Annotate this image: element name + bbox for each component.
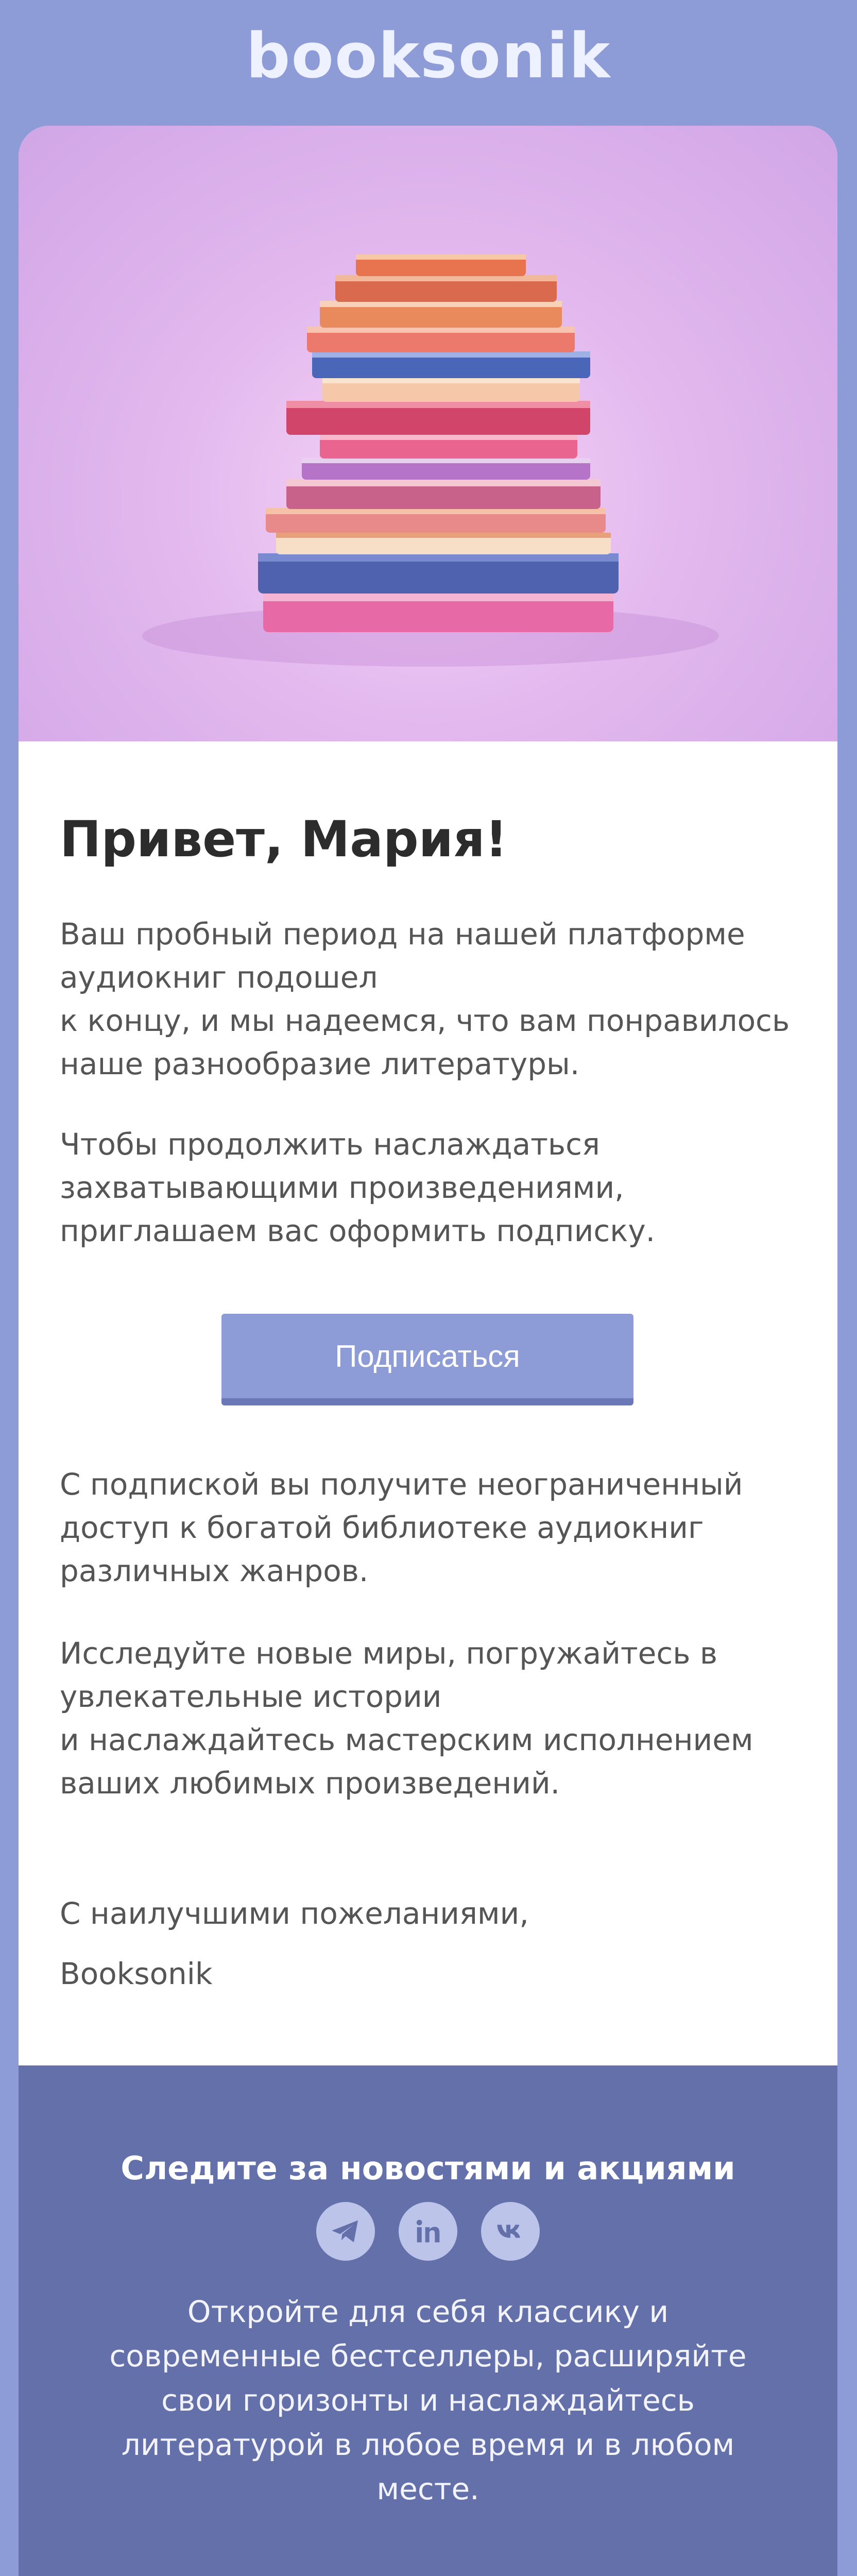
follow-title: Следите за новостями и акциями [121,2149,735,2187]
benefits-paragraph: С подпиской вы получите неограниченный доступ к богатой библиотеке аудиокниг различных жанров. [60,1467,743,1588]
subscribe-button[interactable]: Подписаться [221,1314,633,1405]
vk-icon[interactable] [481,2202,540,2261]
invite-paragraph: Чтобы продолжить наслаждаться захватывающими произведениями, приглашаем вас оформить подписку. [60,1127,656,1248]
signature-text: Booksonik [60,1956,213,1991]
book-stack-illustration [19,126,837,741]
explore-paragraph: Исследуйте новые миры, погружайтесь в увлекательные истории и наслаждайтесь мастерским исполнением ваших любимых произведений. [60,1636,753,1801]
promo-text: Откройте для себя классику и современные бестселлеры, расширяйте свои горизонты и наслаждайтесь литературой в любое время и в любом месте. [109,2294,747,2506]
signoff-text: С наилучшими пожеланиями, [60,1896,529,1931]
telegram-icon[interactable] [316,2202,375,2261]
intro-paragraph: Ваш пробный период на нашей платформе аудиокниг подошел к концу, и мы надеемся, что вам понравилось наше разнообразие литературы. [60,917,790,1081]
email-card [19,126,837,2576]
footer [19,2065,837,2576]
brand-logo[interactable]: booksonik [246,21,611,92]
hero-books-image [19,126,837,741]
greeting-heading: Привет, Мария! [60,810,508,868]
linkedin-icon[interactable] [399,2202,457,2261]
